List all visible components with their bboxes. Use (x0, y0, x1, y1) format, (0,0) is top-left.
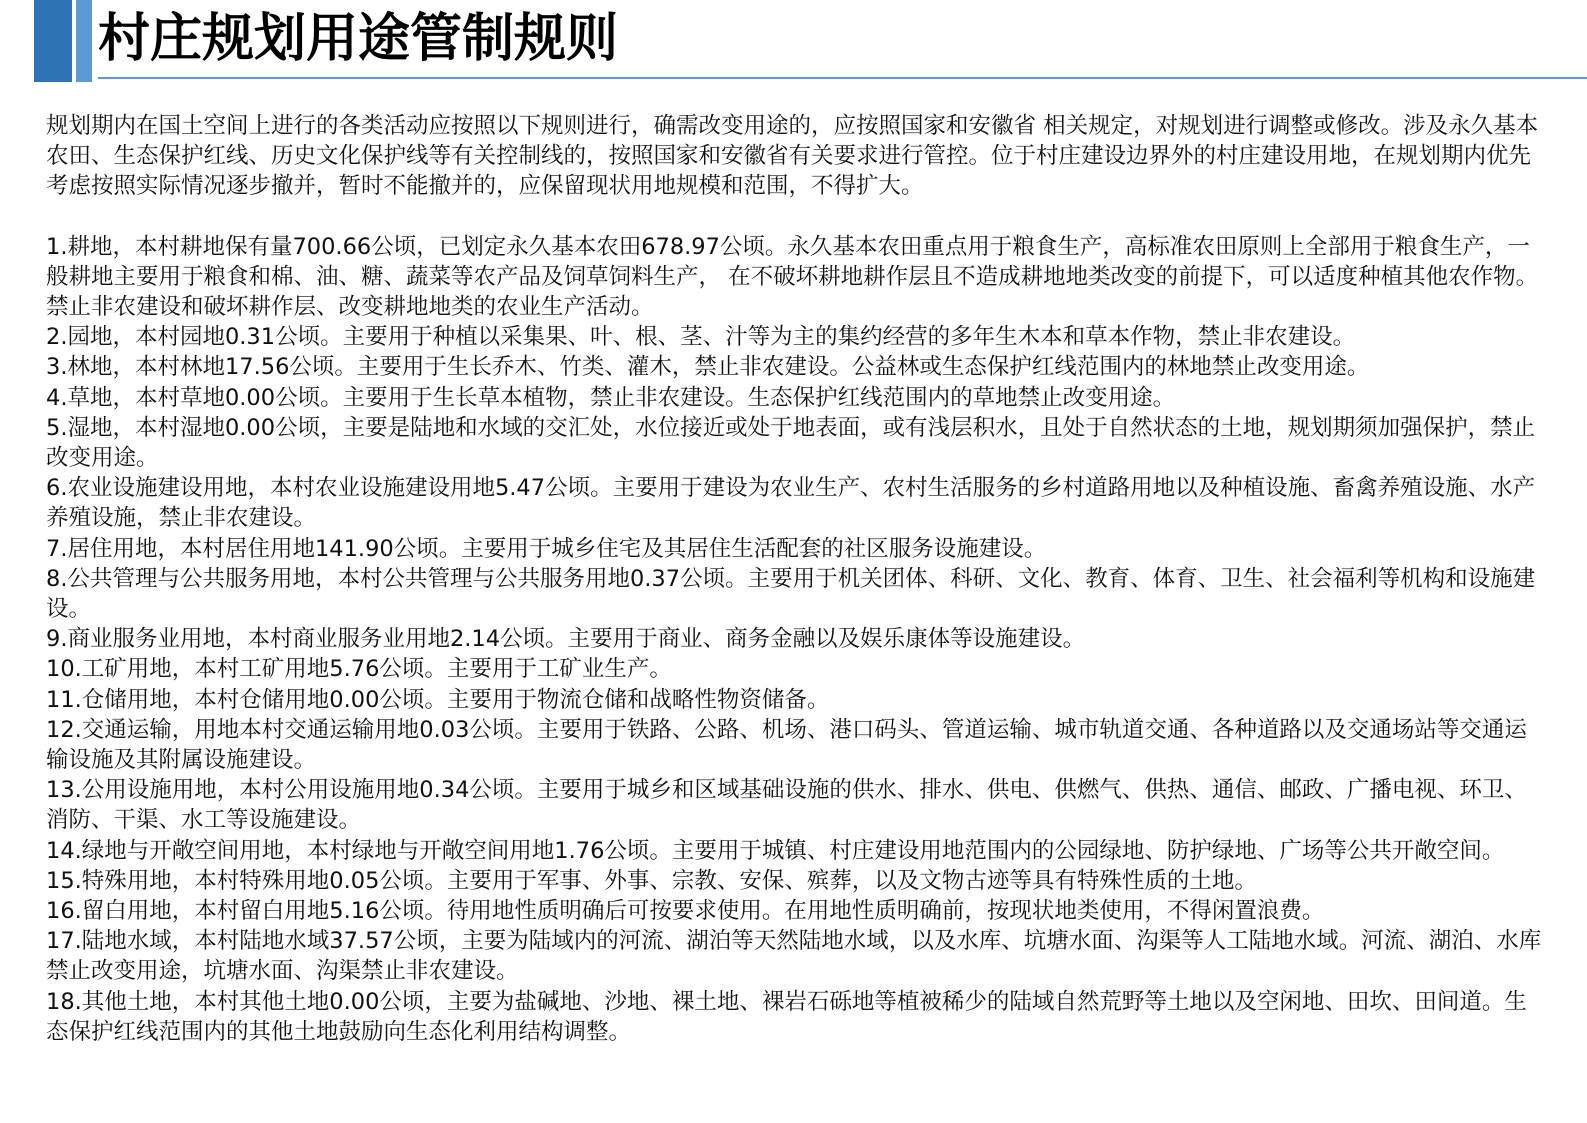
rule-item: 9.商业服务业用地，本村商业服务业用地2.14公顷。主要用于商业、商务金融以及娱乐康体等设施建设。 (46, 626, 1086, 653)
rule-item: 10.工矿用地，本村工矿用地5.76公顷。主要用于工矿业生产。 (46, 656, 672, 683)
paragraph-gap (46, 202, 1546, 232)
rule-item: 8.公共管理与公共服务用地，本村公共管理与公共服务用地0.37公顷。主要用于机关团体、科研、文化、教育、体育、卫生、社会福利等机构和设施建设。 (46, 565, 1536, 623)
rule-item: 5.湿地，本村湿地0.00公顷，主要是陆地和水域的交汇处，水位接近或处于地表面，或有浅层积水，且处于自然状态的土地，规划期须加强保护，禁止改变用途。 (46, 414, 1536, 472)
rule-item: 3.林地，本村林地17.56公顷。主要用于生长乔木、竹类、灌木，禁止非农建设。公益林或生态保护红线范围内的林地禁止改变用途。 (46, 354, 1370, 381)
title-accent-bar (34, 0, 72, 82)
rule-item: 6.农业设施建设用地，本村农业设施建设用地5.47公顷。主要用于建设为农业生产、农村生活服务的乡村道路用地以及种植设施、畜禽养殖设施、水产养殖设施，禁止非农建设。 (46, 475, 1536, 532)
rule-item: 2.园地，本村园地0.31公顷。主要用于种植以采集果、叶、根、茎、汁等为主的集约经营的多年生木本和草本作物，禁止非农建设。 (46, 324, 1356, 351)
rule-item: 16.留白用地，本村留白用地5.16公顷。待用地性质明确后可按要求使用。在用地性质明确前，按现状地类使用，不得闲置浪费。 (46, 898, 1325, 925)
rule-item: 14.绿地与开敞空间用地，本村绿地与开敞空间用地1.76公顷。主要用于城镇、村庄建设用地范围内的公园绿地、防护绿地、广场等公共开敞空间。 (46, 837, 1505, 864)
title-accent-bar-light (76, 0, 92, 82)
rule-item: 13.公用设施用地，本村公用设施用地0.34公顷。主要用于城乡和区域基础设施的供水、排水、供电、供燃气、供热、通信、邮政、广播电视、环卫、消防、干渠、水工等设施建设。 (46, 777, 1527, 834)
rule-item: 4.草地，本村草地0.00公顷。主要用于生长草本植物，禁止非农建设。生态保护红线范围内的草地禁止改变用途。 (46, 384, 1176, 411)
page-title: 村庄规划用途管制规则 (98, 9, 619, 69)
rule-item: 15.特殊用地，本村特殊用地0.05公顷。主要用于军事、外事、宗教、安保、殡葬，以及文物古迹等具有特殊性质的土地。 (46, 867, 1257, 894)
rule-item: 7.居住用地，本村居住用地141.90公顷。主要用于城乡住宅及其居住生活配套的社区服务设施建设。 (46, 535, 1047, 562)
rule-item: 1.耕地，本村耕地保有量700.66公顷，已划定永久基本农田678.97公顷。永久基本农田重点用于粮食生产，高标准农田原则上全部用于粮食生产，一般耕地主要用于粮食和棉、油、糖、蔬菜等农产品及饲草饲料生产， 在不破坏耕地耕作层且不造成耕地地类改变的前提下，可以适度种植其他农作物。禁止非农建设和破坏耕作层、改变耕地地类的农业生产活动。 (46, 233, 1539, 321)
rule-item: 18.其他土地，本村其他土地0.00公顷，主要为盐碱地、沙地、裸土地、裸岩石砾地等植被稀少的陆域自然荒野等土地以及空闲地、田坎、田间道。生态保护红线范围内的其他土地鼓励向生态化利用结构调整。 (46, 988, 1527, 1045)
title-underline (98, 77, 1587, 79)
rule-item: 11.仓储用地，本村仓储用地0.00公顷。主要用于物流仓储和战略性物资储备。 (46, 686, 830, 713)
intro-paragraph: 规划期内在国土空间上进行的各类活动应按照以下规则进行，确需改变用途的，应按照国家和安徽省 相关规定，对规划进行调整或修改。涉及永久基本农田、生态保护红线、历史文化保护线等有关控制线的，按照国家和安徽省有关要求进行管控。位于村庄建设边界外的村庄建设用地，在规划期内优先考虑按照实际情况逐步撤并，暂时不能撤并的，应保留现状用地规模和范围，不得扩大。 (46, 113, 1539, 200)
rule-item: 12.交通运输，用地本村交通运输用地0.03公顷。主要用于铁路、公路、机场、港口码头、管道运输、城市轨道交通、各种道路以及交通场站等交通运输设施及其附属设施建设。 (46, 716, 1527, 774)
body-text (46, 111, 1546, 1047)
rule-item: 17.陆地水域，本村陆地水域37.57公顷，主要为陆域内的河流、湖泊等天然陆地水域，以及水库、坑塘水面、沟渠等人工陆地水域。河流、湖泊、水库禁止改变用途，坑塘水面、沟渠禁止非农建设。 (46, 928, 1542, 985)
